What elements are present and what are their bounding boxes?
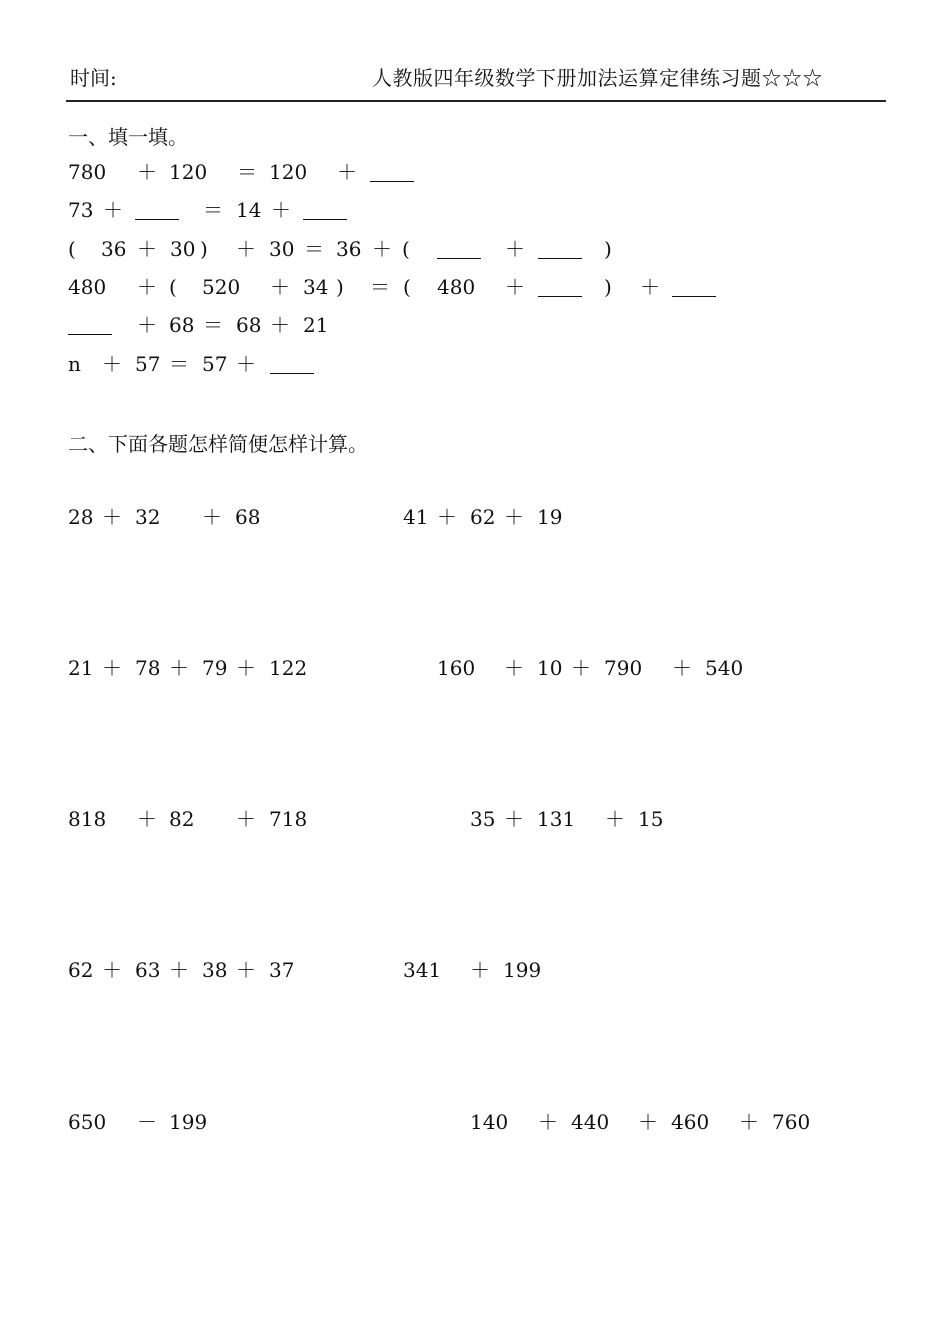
problem-token: 38 — [202, 958, 228, 982]
equation-token: ＋ — [640, 275, 660, 299]
equation-token: 68 — [169, 313, 195, 337]
equation-token: ＋ — [137, 313, 157, 337]
problem-token: 35 — [470, 807, 496, 831]
equation-token: 780 — [68, 160, 107, 184]
equation-token: ) — [604, 237, 612, 261]
answer-blank[interactable] — [672, 296, 716, 297]
problem-token: 718 — [269, 807, 308, 831]
equation-token: ＋ — [505, 237, 525, 261]
problem-token: 19 — [537, 505, 563, 529]
problem-token: 78 — [135, 656, 161, 680]
equation-token: 36 — [336, 237, 362, 261]
problem-token: ＋ — [102, 656, 122, 680]
problem-token: 32 — [135, 505, 161, 529]
answer-blank[interactable] — [538, 296, 582, 297]
problem-token: 79 — [202, 656, 228, 680]
equation-token: ＝ — [203, 313, 223, 337]
problem-token: 818 — [68, 807, 107, 831]
equation-token: ＝ — [203, 198, 223, 222]
problem-token: ＋ — [202, 505, 222, 529]
equation-token: ＋ — [137, 237, 157, 261]
equation-token: ＋ — [372, 237, 392, 261]
problem-token: － — [137, 1110, 157, 1134]
problem-token: ＋ — [739, 1110, 759, 1134]
problem-token: ＋ — [672, 656, 692, 680]
answer-blank[interactable] — [303, 219, 347, 220]
answer-blank[interactable] — [370, 181, 414, 182]
header-divider — [66, 100, 886, 102]
problem-token: 160 — [437, 656, 476, 680]
problem-token: 122 — [269, 656, 308, 680]
equation-token: ) — [604, 275, 612, 299]
equation-token: ＝ — [370, 275, 390, 299]
problem-token: ＋ — [169, 958, 189, 982]
problem-token: 131 — [537, 807, 576, 831]
problem-token: 650 — [68, 1110, 107, 1134]
answer-blank[interactable] — [135, 219, 179, 220]
problem-token: ＋ — [102, 505, 122, 529]
problem-token: 68 — [235, 505, 261, 529]
problem-token: 440 — [571, 1110, 610, 1134]
equation-token: 120 — [169, 160, 208, 184]
problem-token: 41 — [403, 505, 429, 529]
problem-token: 790 — [604, 656, 643, 680]
equation-token: 57 — [135, 352, 161, 376]
equation-token: 480 — [437, 275, 476, 299]
equation-token: 57 — [202, 352, 228, 376]
problem-token: ＋ — [504, 807, 524, 831]
answer-blank[interactable] — [437, 258, 481, 259]
equation-token: 36 — [101, 237, 127, 261]
equation-token: ＋ — [236, 352, 256, 376]
problem-token: ＋ — [638, 1110, 658, 1134]
equation-token: ＋ — [137, 160, 157, 184]
equation-token: ＋ — [337, 160, 357, 184]
equation-token: ＋ — [236, 237, 256, 261]
equation-token: ＝ — [304, 237, 324, 261]
problem-token: 10 — [537, 656, 563, 680]
problem-token: 460 — [671, 1110, 710, 1134]
problem-token: ＋ — [504, 505, 524, 529]
problem-token: 540 — [705, 656, 744, 680]
problem-token: ＋ — [504, 656, 524, 680]
equation-token: ＝ — [237, 160, 257, 184]
problem-token: ＋ — [571, 656, 591, 680]
equation-token: ＋ — [137, 275, 157, 299]
problem-token: ＋ — [236, 656, 256, 680]
equation-token: 34 — [303, 275, 329, 299]
equation-token: ＋ — [271, 198, 291, 222]
answer-blank[interactable] — [538, 258, 582, 259]
equation-token: 14 — [236, 198, 262, 222]
problem-token: ＋ — [169, 656, 189, 680]
problem-token: ＋ — [236, 958, 256, 982]
problem-token: 199 — [169, 1110, 208, 1134]
worksheet-title: 人教版四年级数学下册加法运算定律练习题☆☆☆ — [372, 66, 823, 90]
equation-token: ( — [68, 237, 76, 261]
answer-blank[interactable] — [68, 334, 112, 335]
problem-token: 140 — [470, 1110, 509, 1134]
equation-token: ＋ — [103, 198, 123, 222]
equation-token: 520 — [202, 275, 241, 299]
equation-token: n — [68, 352, 81, 376]
problem-token: ＋ — [236, 807, 256, 831]
header-time-label: 时间: — [70, 66, 117, 90]
problem-token: 63 — [135, 958, 161, 982]
problem-token: 62 — [68, 958, 94, 982]
equation-token: 30 — [170, 237, 196, 261]
problem-token: 199 — [503, 958, 542, 982]
problem-token: 15 — [638, 807, 664, 831]
equation-token: ( — [403, 275, 411, 299]
problem-token: 341 — [403, 958, 442, 982]
equation-token: ( — [169, 275, 177, 299]
problem-token: ＋ — [470, 958, 490, 982]
equation-token: ( — [402, 237, 410, 261]
problem-token: ＋ — [102, 958, 122, 982]
equation-token: ＋ — [270, 313, 290, 337]
problem-token: 28 — [68, 505, 94, 529]
equation-token: ＋ — [270, 275, 290, 299]
equation-token: 30 — [269, 237, 295, 261]
equation-token: 480 — [68, 275, 107, 299]
equation-token: 120 — [269, 160, 308, 184]
section1-title: 一、填一填。 — [68, 125, 188, 149]
problem-token: ＋ — [538, 1110, 558, 1134]
equation-token: ＋ — [505, 275, 525, 299]
problem-token: 760 — [772, 1110, 811, 1134]
problem-token: 62 — [470, 505, 496, 529]
equation-token: 21 — [303, 313, 329, 337]
equation-token: ＝ — [169, 352, 189, 376]
equation-token: ) — [200, 237, 208, 261]
equation-token: 73 — [68, 198, 94, 222]
equation-token: ＋ — [102, 352, 122, 376]
problem-token: 21 — [68, 656, 94, 680]
equation-token: ) — [336, 275, 344, 299]
problem-token: ＋ — [605, 807, 625, 831]
problem-token: ＋ — [437, 505, 457, 529]
problem-token: ＋ — [137, 807, 157, 831]
answer-blank[interactable] — [270, 373, 314, 374]
equation-token: 68 — [236, 313, 262, 337]
problem-token: 37 — [269, 958, 295, 982]
section2-title: 二、下面各题怎样简便怎样计算。 — [68, 432, 368, 456]
problem-token: 82 — [169, 807, 195, 831]
